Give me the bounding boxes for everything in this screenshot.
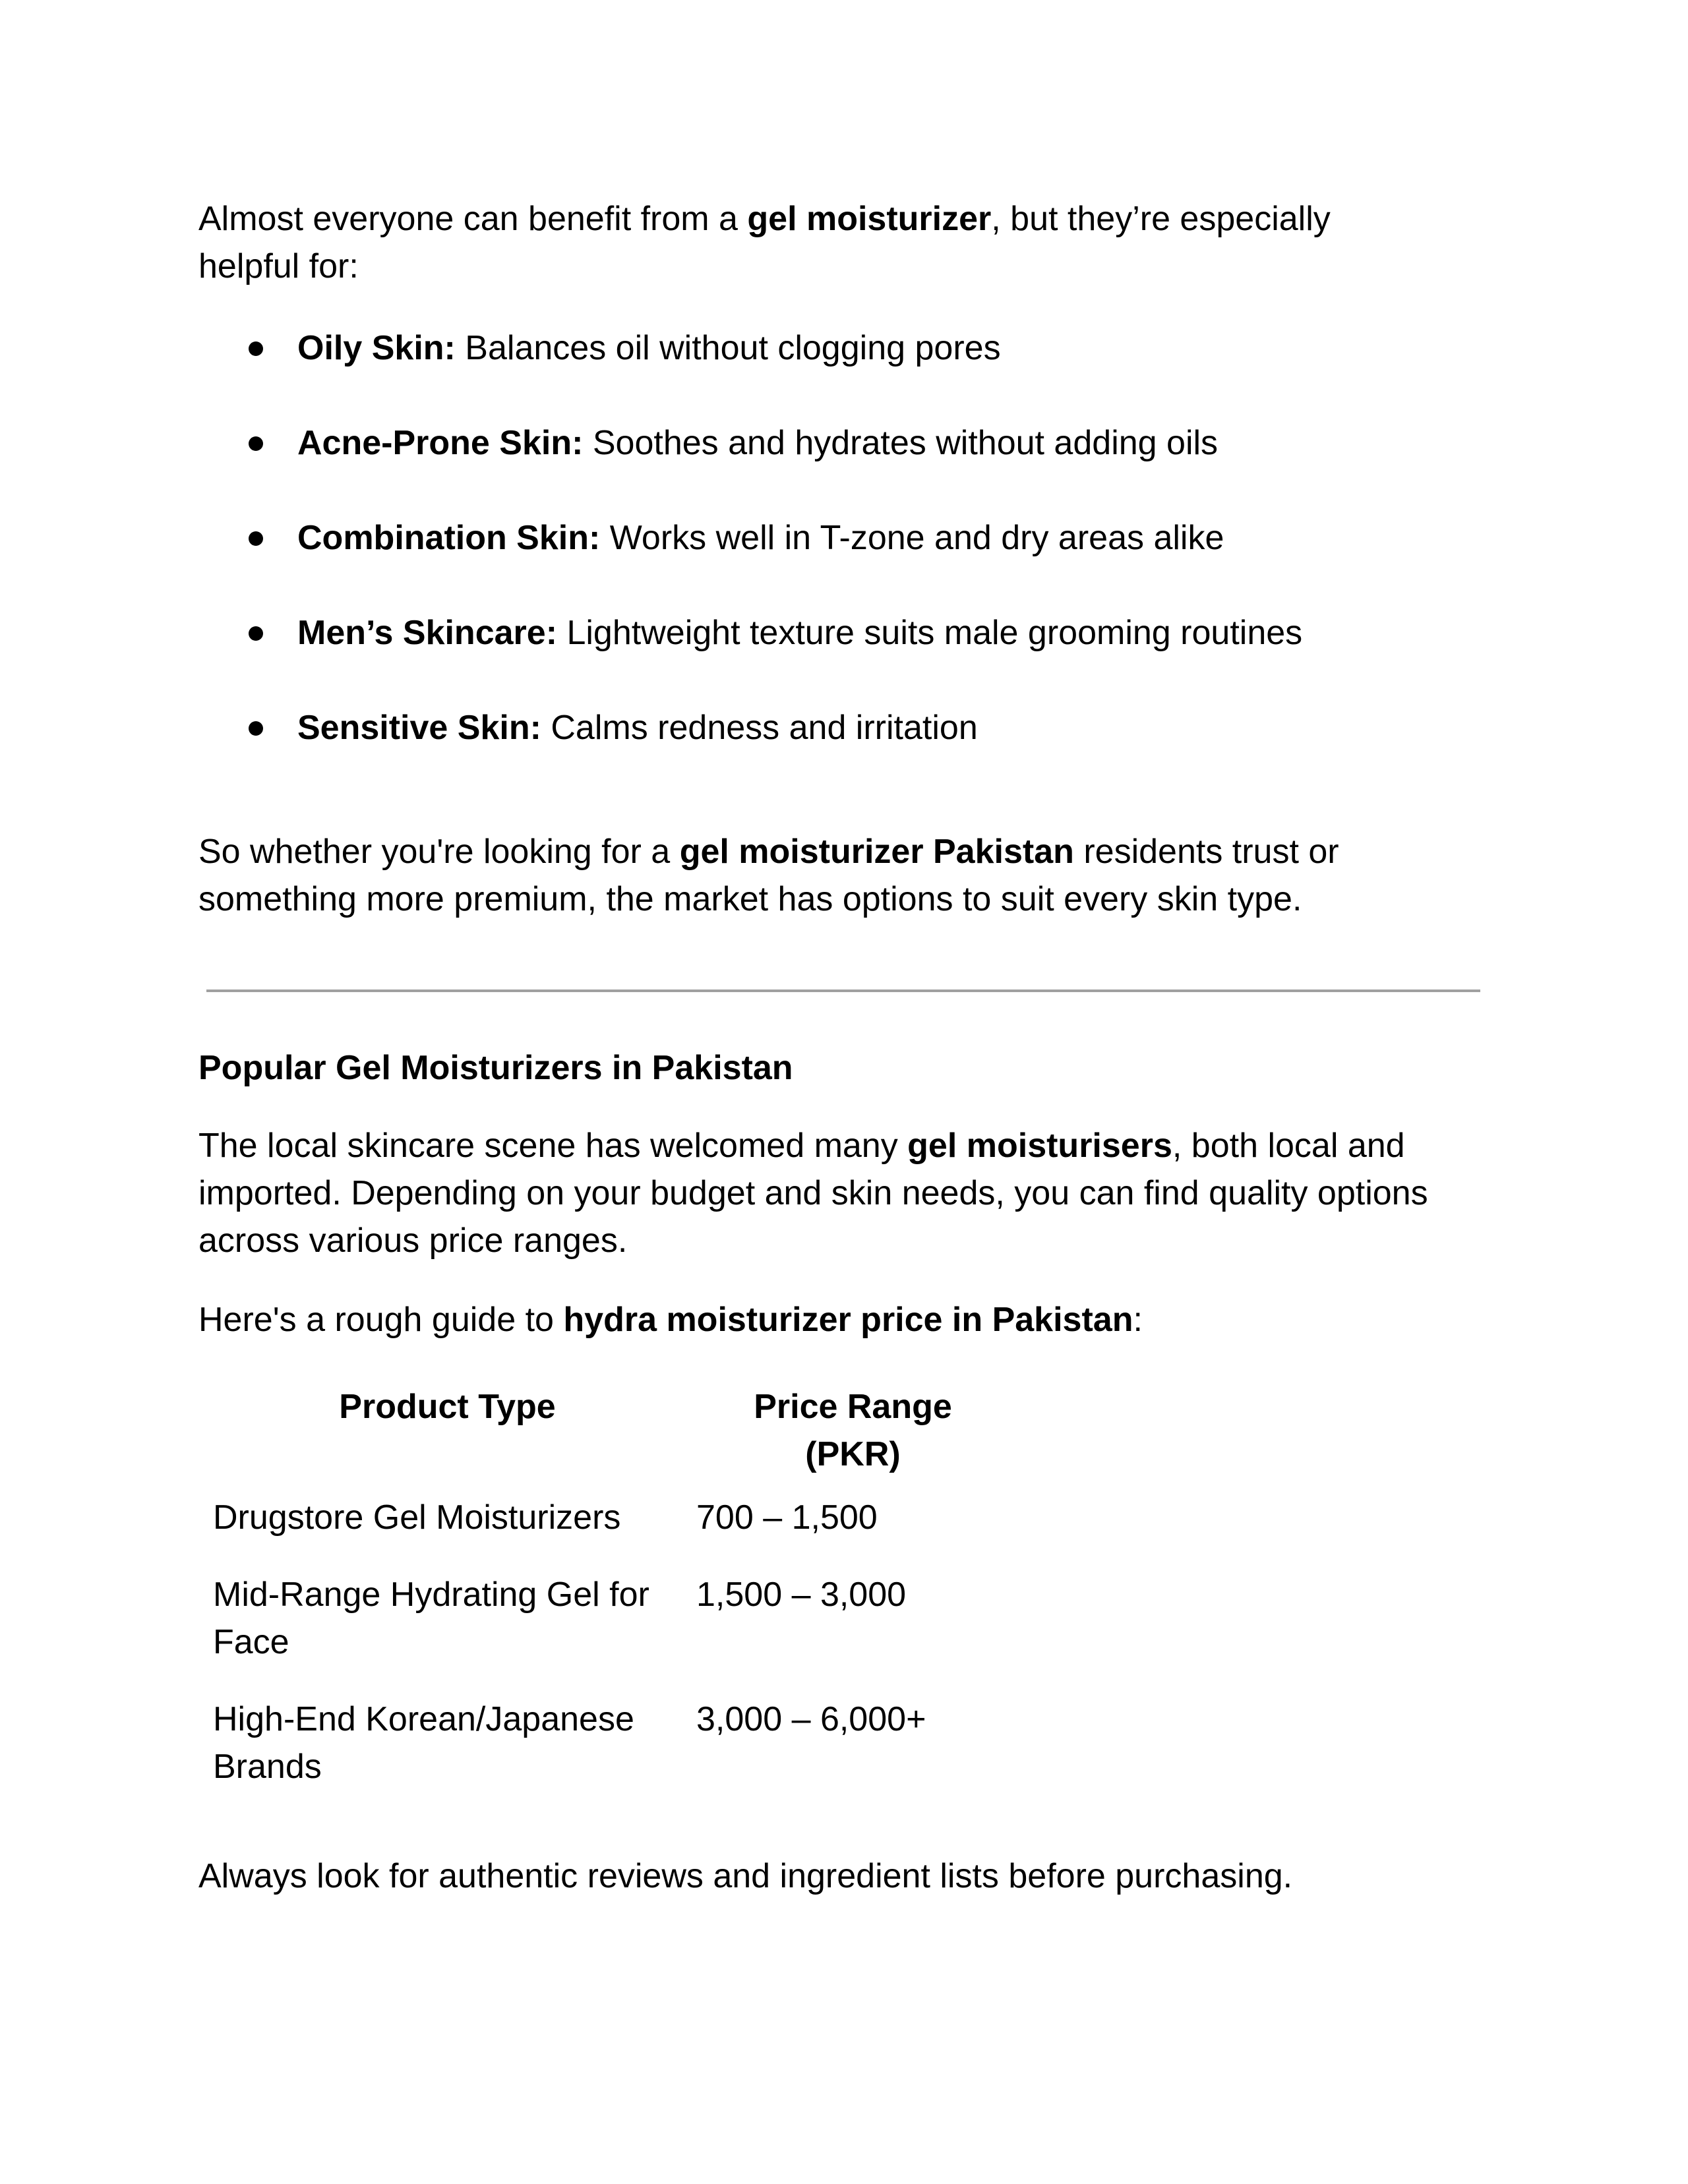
bullet-icon	[249, 341, 263, 356]
guide-punctuation: :	[1133, 1301, 1143, 1339]
list-item-description: Works well in T-zone and dry areas alike	[600, 519, 1224, 557]
summary-paragraph	[198, 828, 1517, 923]
list-item-label: Combination Skin:	[297, 519, 601, 557]
product-type-line2: Brands	[213, 1748, 322, 1786]
summary-keyword: gel moisturizer Pakistan	[679, 833, 1074, 871]
summary-text: So whether you're looking for a	[198, 833, 680, 871]
intro-text-continued: , but they’re especially	[991, 200, 1331, 238]
list-item-description: Balances oil without clogging pores	[455, 329, 1001, 367]
table-row	[198, 1696, 1010, 1820]
header-price-range	[696, 1383, 1010, 1494]
local-scene-text-continued: , both local and	[1172, 1127, 1405, 1165]
summary-text-continued: residents trust or	[1073, 833, 1339, 871]
list-item-text	[297, 704, 978, 752]
list-item-description: Soothes and hydrates without adding oils	[583, 424, 1219, 462]
price-cell: 3,000 – 6,000+	[696, 1700, 926, 1738]
price-cell: 700 – 1,500	[696, 1498, 878, 1537]
product-type-line1: Drugstore Gel Moisturizers	[213, 1498, 621, 1537]
intro-keyword: gel moisturizer	[747, 200, 992, 238]
product-type-line2: Face	[213, 1623, 289, 1661]
product-type-cell	[198, 1696, 696, 1820]
bullet-icon	[249, 436, 263, 451]
header-product-type: Product Type	[339, 1388, 556, 1426]
list-item-text	[297, 324, 1001, 372]
guide-paragraph	[198, 1296, 1517, 1343]
guide-text: Here's a rough guide to	[198, 1301, 564, 1339]
bullet-icon	[249, 531, 263, 546]
section-heading: Popular Gel Moisturizers in Pakistan	[198, 1049, 793, 1087]
price-table	[198, 1383, 1010, 1820]
local-scene-text: The local skincare scene has welcomed many	[198, 1127, 908, 1165]
list-item-label: Acne-Prone Skin:	[297, 424, 584, 462]
list-item-label: Men’s Skincare:	[297, 614, 558, 652]
bullet-icon	[249, 721, 263, 736]
closing-paragraph: Always look for authentic reviews and ingredient lists before purchasing.	[198, 1857, 1293, 1895]
header-price-line2: (PKR)	[805, 1435, 901, 1473]
list-item-label: Oily Skin:	[297, 329, 456, 367]
table-row	[198, 1494, 1010, 1571]
intro-text-line2: helpful for:	[198, 247, 359, 285]
product-type-cell	[198, 1494, 696, 1571]
list-item-description: Lightweight texture suits male grooming routines	[557, 614, 1303, 652]
list-item-text	[297, 609, 1302, 657]
local-scene-text-line3: across various price ranges.	[198, 1222, 628, 1260]
table-row	[198, 1571, 1010, 1696]
local-scene-keyword: gel moisturisers	[907, 1127, 1172, 1165]
list-item-text	[297, 419, 1218, 467]
product-type-line1: High-End Korean/Japanese	[213, 1700, 634, 1738]
bullet-icon	[249, 626, 263, 641]
summary-text-line2: something more premium, the market has options to suit every skin type.	[198, 880, 1302, 918]
intro-text: Almost everyone can benefit from a	[198, 200, 748, 238]
product-type-cell	[198, 1571, 696, 1696]
product-type-line1: Mid-Range Hydrating Gel for	[213, 1576, 649, 1614]
local-scene-paragraph	[198, 1122, 1517, 1264]
list-item-description: Calms redness and irritation	[541, 709, 978, 747]
guide-keyword: hydra moisturizer price in Pakistan	[563, 1301, 1133, 1339]
intro-paragraph	[198, 195, 1517, 290]
list-item-label: Sensitive Skin:	[297, 709, 541, 747]
horizontal-divider	[206, 989, 1480, 992]
price-cell: 1,500 – 3,000	[696, 1576, 907, 1614]
table-header-row	[198, 1383, 1010, 1494]
header-price-line1: Price Range	[754, 1388, 952, 1426]
list-item-text	[297, 514, 1224, 562]
local-scene-text-line2: imported. Depending on your budget and skin needs, you can find quality options	[198, 1174, 1428, 1212]
